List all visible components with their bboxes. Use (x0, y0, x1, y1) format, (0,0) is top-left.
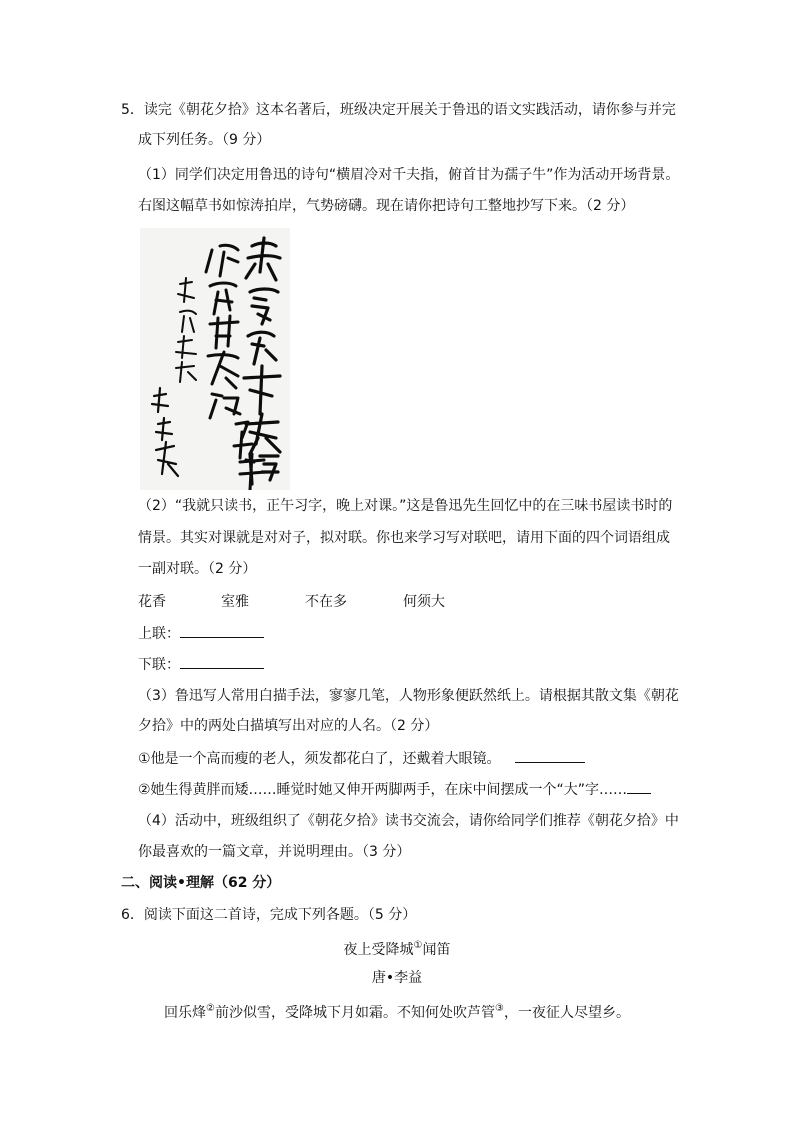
calligraphy-drawing (140, 228, 290, 490)
lower-couplet-blank[interactable] (180, 654, 264, 669)
poem-line-part2: 前沙似雪，受降城下月如霜。不知何处吹芦管 (215, 1005, 495, 1021)
calligraphy-column-3 (176, 278, 196, 382)
q5-part3-item2: ②她生得黄胖而矮……睡觉时她又伸开两脚两手，在床中间摆成一个“大”字…… (138, 782, 628, 798)
couplet-word-1: 花香 (138, 594, 166, 610)
calligraphy-signature (152, 388, 178, 476)
q5-part2-line3: 一副对联。（2 分） (138, 561, 257, 577)
q5-part4-line2: 你最喜欢的一篇文章，并说明理由。（3 分） (138, 844, 411, 860)
poem-line-part1: 回乐烽 (164, 1005, 207, 1021)
q5-part3-line2: 夕拾》中的两处白描填写出对应的人名。（2 分） (138, 718, 439, 734)
poem-author: 唐•李益 (371, 970, 423, 986)
q5-intro-line2: 成下列任务。（9 分） (138, 132, 271, 148)
section-heading: 二、阅读•理解（62 分） (121, 875, 281, 891)
poem-title (0, 936, 794, 960)
footnote-marker-1: ① (413, 940, 423, 951)
lower-couplet-row (138, 654, 264, 675)
q5-part1-line1: （1）同学们决定用鲁迅的诗句“横眉冷对千夫指，俯首甘为孺子牛”作为活动开场背景。 (138, 167, 680, 183)
couplet-word-4: 何须大 (403, 594, 445, 610)
poem-line (0, 999, 794, 1023)
q5-part1-line2: 右图这幅草书如惊涛拍岸，气势磅礴。现在请你把诗句工整地抄写下来。（2 分） (138, 198, 635, 214)
poem-title-part1: 夜上受降城 (343, 942, 414, 958)
calligraphy-column-1 (244, 238, 280, 484)
poem-title-part2: 闻笛 (422, 942, 451, 958)
item1-answer-blank[interactable] (515, 748, 585, 763)
q6-intro: 6．阅读下面这二首诗，完成下列各题。（5 分） (121, 907, 417, 923)
q5-part3-line1: （3）鲁迅写人常用白描手法，寥寥几笔，人物形象便跃然纸上。请根据其散文集《朝花 (138, 688, 679, 704)
item2-answer-blank[interactable] (627, 779, 651, 794)
upper-couplet-row (138, 623, 264, 644)
footnote-marker-3: ③ (495, 1003, 504, 1014)
couplet-word-3: 不在多 (305, 594, 347, 610)
q5-part3-item2-row (138, 779, 651, 800)
poem-line-part3: ，一夜征人尽望乡。 (503, 1005, 630, 1021)
footnote-marker-2: ② (206, 1003, 215, 1014)
calligraphy-column-2 (206, 245, 266, 490)
calligraphy-image (140, 228, 290, 490)
q5-intro-line1: 5．读完《朝花夕拾》这本名著后，班级决定开展关于鲁迅的语文实践活动，请你参与并完 (121, 102, 676, 118)
upper-couplet-label: 上联： (138, 626, 180, 642)
q5-part4-line1: （4）活动中，班级组织了《朝花夕拾》读书交流会，请你给同学们推荐《朝花夕拾》中 (138, 813, 679, 829)
upper-couplet-blank[interactable] (180, 623, 264, 638)
q5-part2-line1: （2）“我就只读书，正午习字，晚上对课。”这是鲁迅先生回忆中的在三味书屋读书时的 (138, 498, 673, 514)
q5-part2-line2: 情景。其实对课就是对对子，拟对联。你也来学习写对联吧，请用下面的四个词语组成 (138, 530, 670, 546)
lower-couplet-label: 下联： (138, 657, 180, 673)
q5-part3-item1-row (138, 748, 585, 769)
q5-part3-item1: ①他是一个高而瘦的老人，须发都花白了，还戴着大眼镜。 (138, 751, 501, 767)
couplet-word-2: 室雅 (221, 594, 249, 610)
